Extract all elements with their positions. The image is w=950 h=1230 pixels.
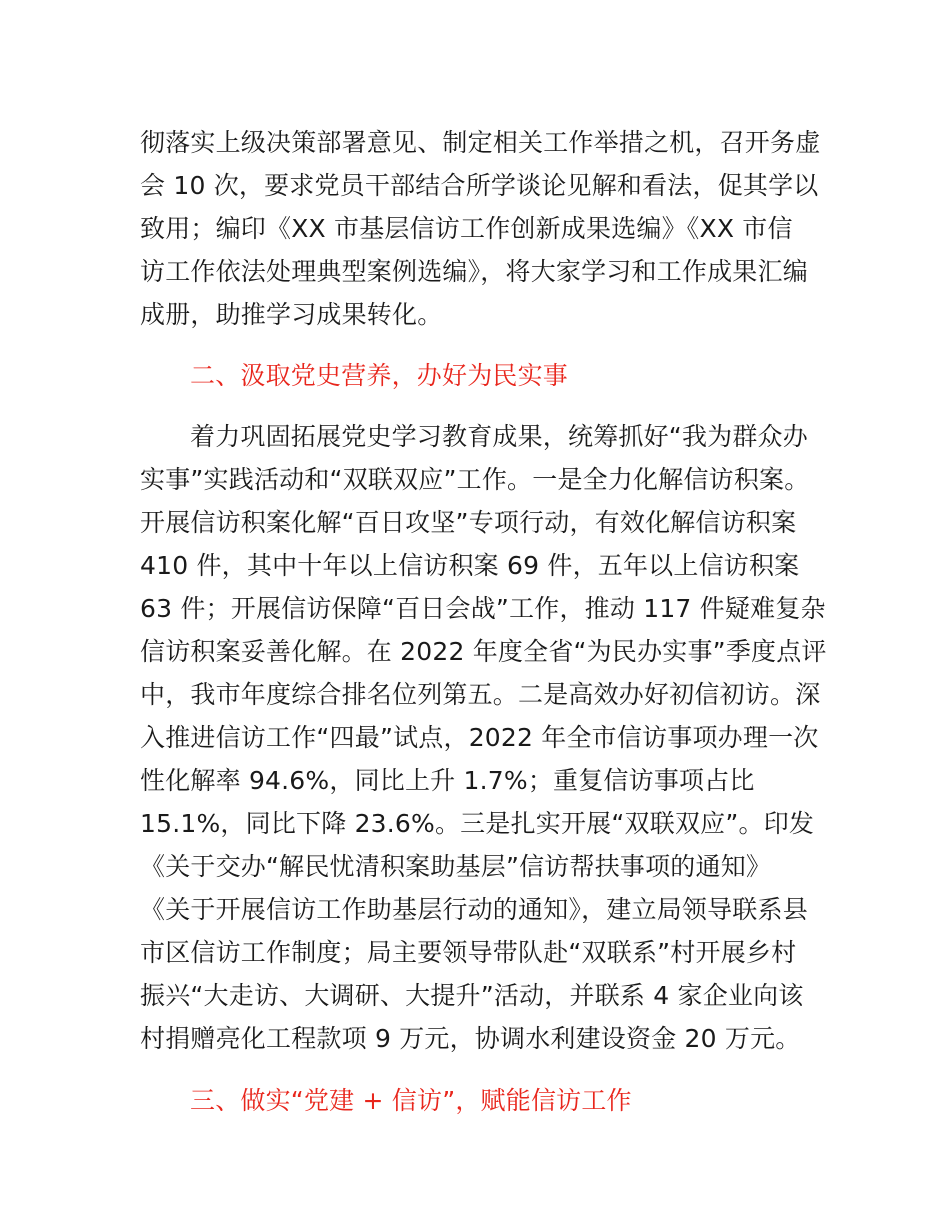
paragraph-1-line-4: 访工作依法处理典型案例选编》，将大家学习和工作成果汇编 — [140, 257, 808, 286]
paragraph-2-line-13: 市区信访工作制度；局主要领导带队赴“双联系”村开展乡村 — [140, 938, 797, 967]
paragraph-2-line-15: 村捐赠亮化工程款项 9 万元，协调水利建设资金 20 万元。 — [140, 1024, 801, 1053]
paragraph-1-line-2: 会 10 次，要求党员干部结合所学谈论见解和看法，促其学以 — [140, 171, 819, 200]
paragraph-2-line-6: 信访积案妥善化解。在 2022 年度全省“为民办实事”季度点评 — [140, 637, 827, 666]
paragraph-2-line-1: 着力巩固拓展党史学习教育成果，统筹抓好“我为群众办 — [190, 422, 808, 451]
paragraph-2-line-9: 性化解率 94.6%，同比上升 1.7%；重复信访事项占比 — [140, 766, 755, 795]
paragraph-1-line-3: 致用；编印《XX 市基层信访工作创新成果选编》《XX 市信 — [140, 214, 793, 243]
paragraph-1-line-1: 彻落实上级决策部署意见、制定相关工作举措之机，召开务虚 — [140, 128, 821, 157]
paragraph-2-line-8: 入推进信访工作“四最”试点，2022 年全市信访事项办理一次 — [140, 723, 819, 752]
paragraph-1-line-5: 成册，助推学习成果转化。 — [140, 300, 443, 329]
paragraph-2-line-7: 中，我市年度综合排名位列第五。二是高效办好初信初访。深 — [140, 680, 821, 709]
paragraph-2-line-10: 15.1%，同比下降 23.6%。三是扎实开展“双联双应”。印发 — [140, 809, 815, 838]
section-heading-3: 三、做实“党建 + 信访”，赋能信访工作 — [190, 1086, 632, 1115]
paragraph-2-line-5: 63 件；开展信访保障“百日会战”工作，推动 117 件疑难复杂 — [140, 594, 826, 623]
paragraph-2-line-14: 振兴“大走访、大调研、大提升”活动，并联系 4 家企业向该 — [140, 981, 804, 1010]
paragraph-2-line-2: 实事”实践活动和“双联双应”工作。一是全力化解信访积案。 — [140, 465, 810, 494]
paragraph-2-line-12: 《关于开展信访工作助基层行动的通知》，建立局领导联系县 — [140, 895, 808, 924]
section-heading-2: 二、汲取党史营养，办好为民实事 — [190, 361, 569, 390]
paragraph-2-line-4: 410 件，其中十年以上信访积案 69 件，五年以上信访积案 — [140, 551, 800, 580]
paragraph-2-line-3: 开展信访积案化解“百日攻坚”专项行动，有效化解信访积案 — [140, 508, 797, 537]
paragraph-2-line-11: 《关于交办“解民忧清积案助基层”信访帮扶事项的通知》 — [140, 852, 772, 881]
